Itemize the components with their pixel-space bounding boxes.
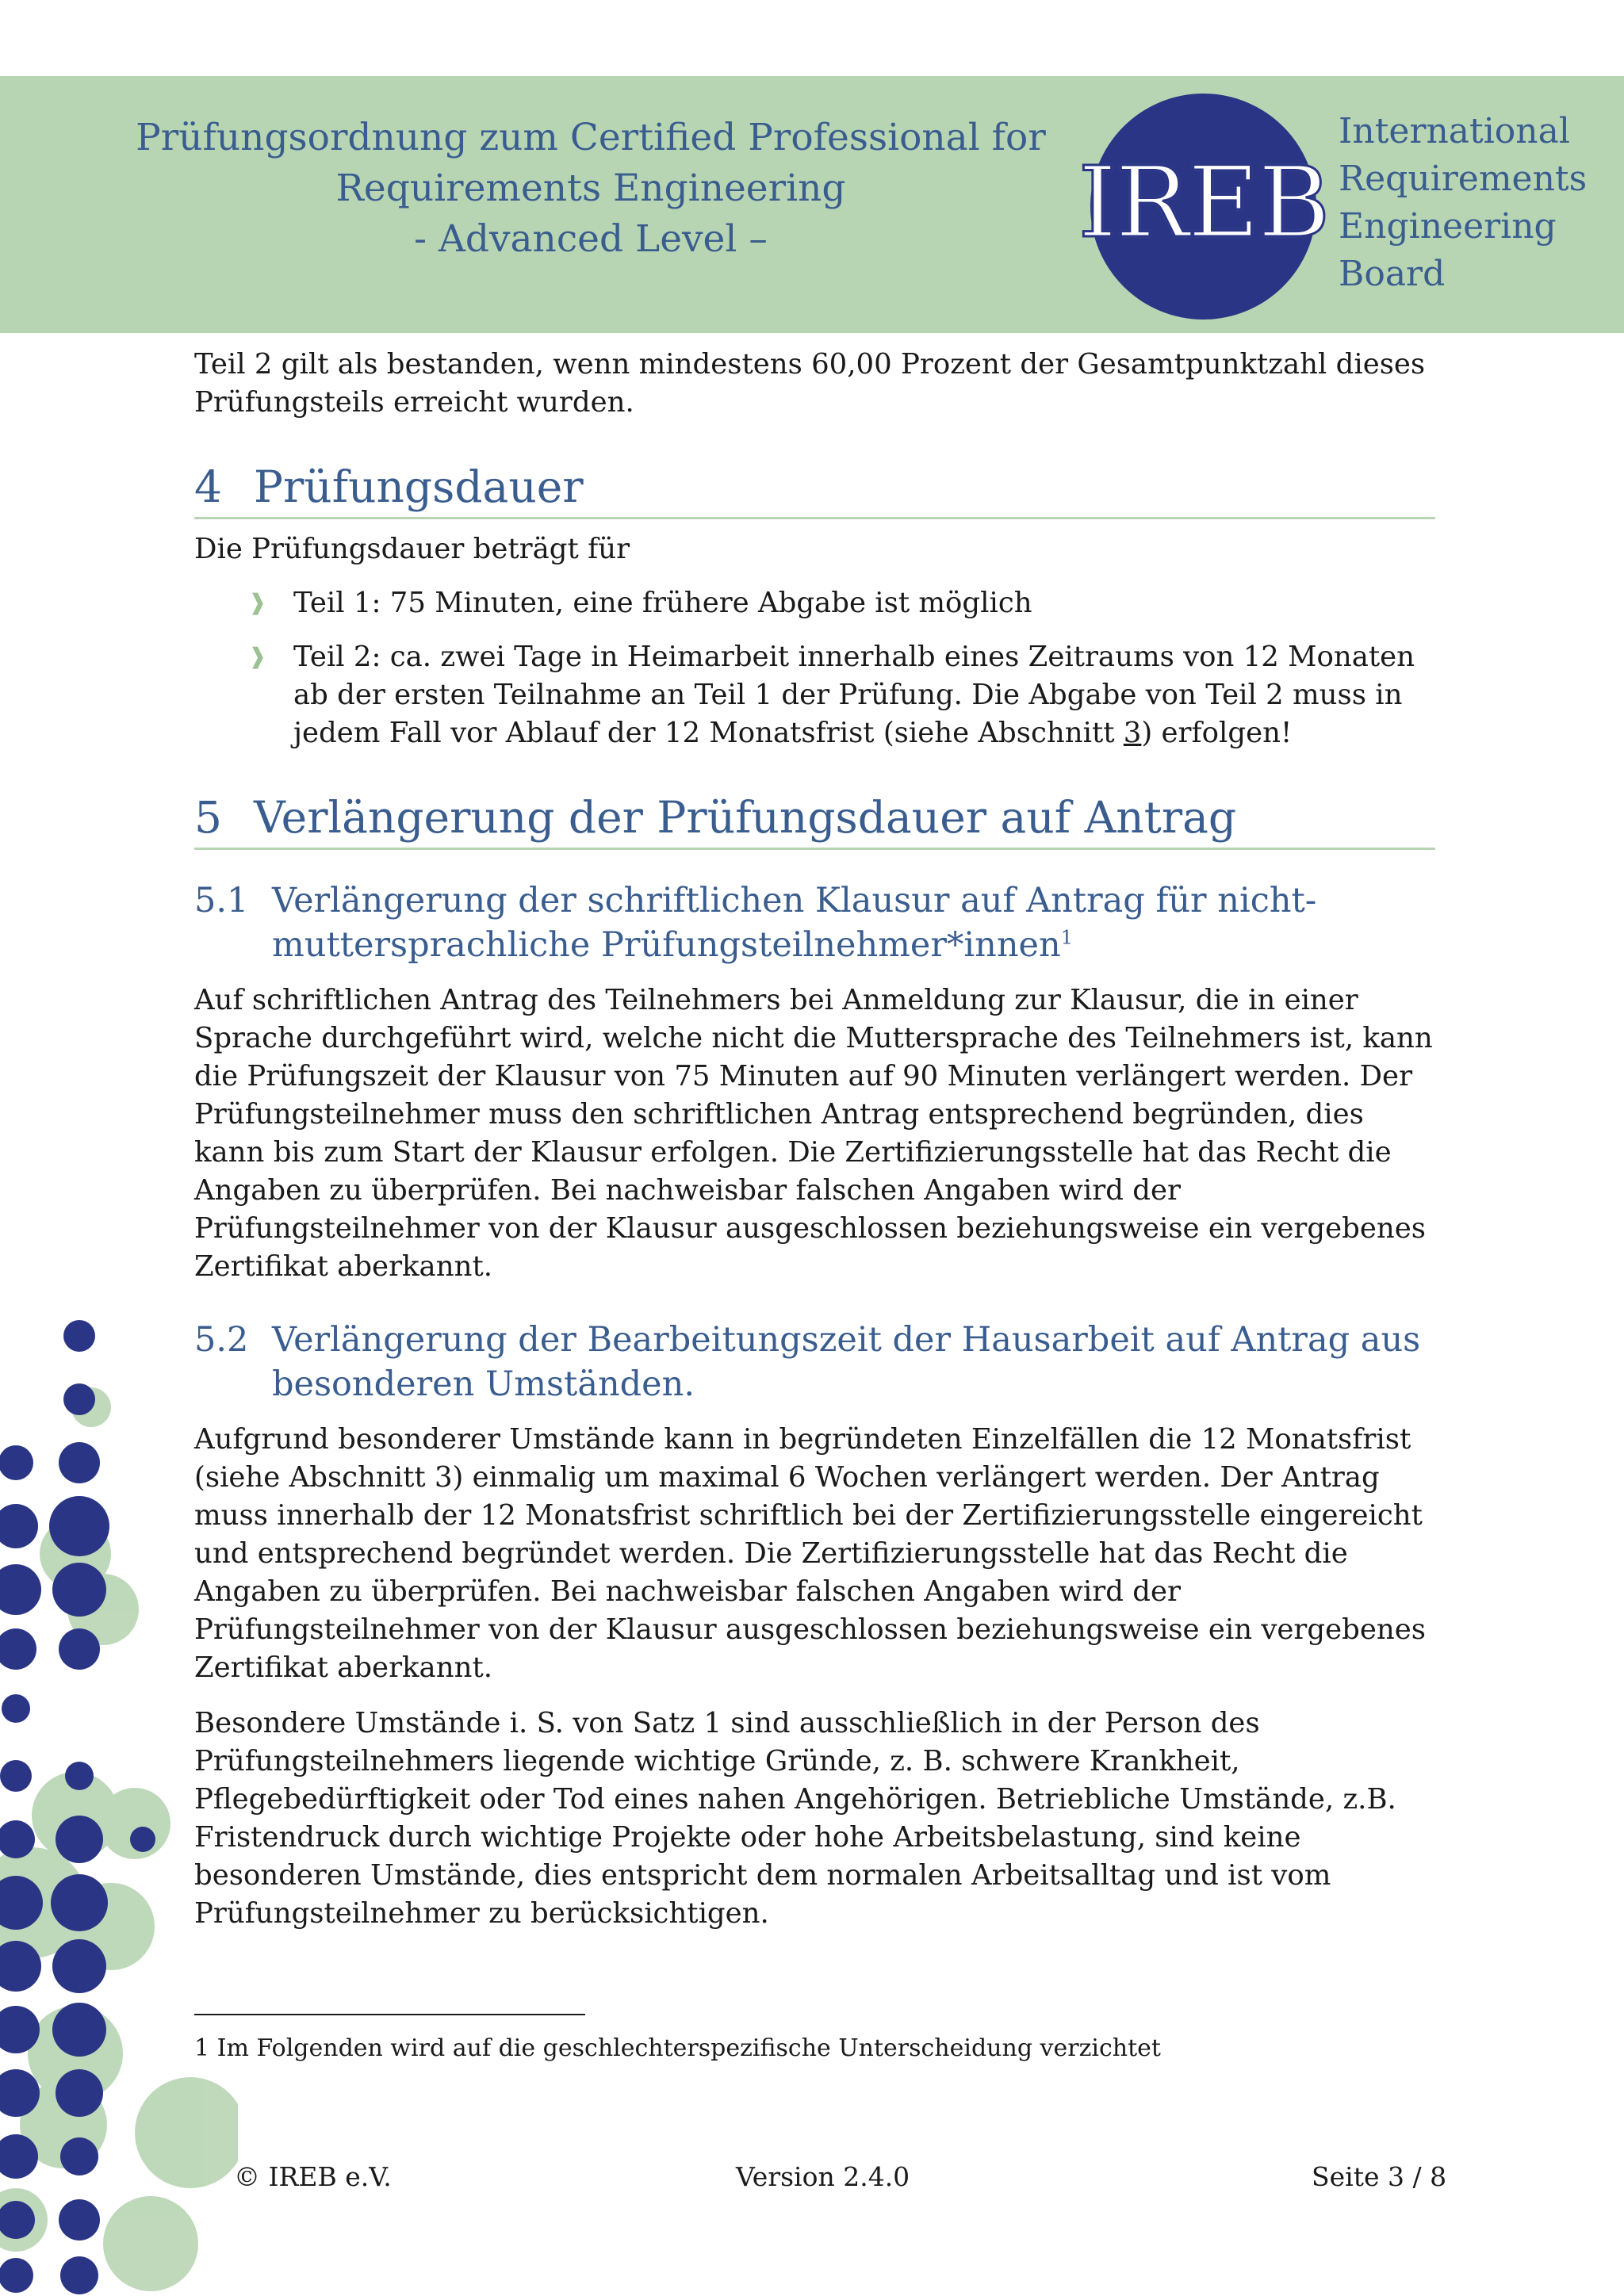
- decorative-dots-pattern: [0, 1269, 238, 2296]
- section-5-heading: [194, 790, 1435, 850]
- list-item-text: ) erfolgen!: [1141, 717, 1293, 749]
- section-5-2-body-1: Aufgrund besonderer Umstände kann in begründeten Einzelfällen die 12 Monatsfrist (siehe Abschnitt 3) einmalig um maximal 6 Wochen verlängert werden. Der Antrag muss innerhalb der 12 Monatsfrist schriftlich bei der Zertifizierungsstelle eingereicht und entsprechend begründet werden. Die Zertifizierungsstelle hat das Recht die Angaben zu überprüfen. Bei nachweisbar falschen Angaben wird der Prüfungsteilnehmer von der Klausur ausgeschlossen beziehungsweise ein vergebenes Zertifikat aberkannt.: [194, 1423, 1426, 1684]
- section-title: Prüfungsdauer: [254, 461, 584, 512]
- duration-list: [194, 584, 1435, 752]
- subsection-title-line: besonderen Umständen.: [272, 1364, 695, 1404]
- chevron-right-icon: ❱: [248, 589, 267, 615]
- section-4-lead: Die Prüfungsdauer beträgt für: [194, 533, 630, 565]
- title-line-2: Requirements Engineering: [335, 166, 846, 210]
- document-title: [103, 113, 1078, 265]
- section-3-link[interactable]: 3: [1123, 717, 1142, 749]
- intro-paragraph: Teil 2 gilt als bestanden, wenn mindestens 60,00 Prozent der Gesamtpunktzahl dieses Prüfungsteils erreicht wurden.: [194, 348, 1426, 419]
- footnote: 1 Im Folgenden wird auf die geschlechterspezifische Unterscheidung verzichtet: [194, 2034, 1161, 2062]
- logo-sub-line: Requirements: [1339, 159, 1588, 199]
- chevron-right-icon: ❱: [248, 643, 267, 669]
- logo-sub-line: International: [1339, 111, 1570, 151]
- section-title: Verlängerung der Prüfungsdauer auf Antrag: [254, 792, 1237, 843]
- subsection-title: [272, 878, 1316, 967]
- section-4-heading: [194, 460, 1435, 519]
- list-item-text: Teil 1: 75 Minuten, eine frühere Abgabe ist möglich: [293, 587, 1032, 619]
- section-number: 5: [194, 792, 222, 843]
- subsection-title-line: Verlängerung der schriftlichen Klausur auf Antrag für nicht-: [272, 881, 1317, 920]
- list-item: [194, 584, 1435, 622]
- footnote-marker[interactable]: 1: [1060, 926, 1073, 949]
- document-body: [194, 346, 1435, 1933]
- footer-copyright: © IREB e.V.: [234, 2161, 392, 2192]
- section-5-2-body-2: Besondere Umstände i. S. von Satz 1 sind ausschließlich in der Person des Prüfungsteilnehmers liegende wichtige Gründe, z. B. schwere Krankheit, Pflegebedürftigkeit oder Tod eines nahen Angehörigen. Betriebliche Umstände, z.B. Fristendruck durch wichtige Projekte oder hohe Arbeitsbelastung, sind keine besonderen Umstände, dies entspricht dem normalen Arbeitsalltag und ist vom Prüfungsteilnehmer zu berücksichtigen.: [194, 1707, 1396, 1930]
- section-5-1-body: Auf schriftlichen Antrag des Teilnehmers bei Anmeldung zur Klausur, die in einer Sprache durchgeführt wird, welche nicht die Muttersprache des Teilnehmers ist, kann die Prüfungszeit der Klausur von 75 Minuten auf 90 Minuten verlängert werden. Der Prüfungsteilnehmer muss den schriftlichen Antrag entsprechend begründen, dies kann bis zum Start der Klausur erfolgen. Die Zertifizierungsstelle hat das Recht die Angaben zu überprüfen. Bei nachweisbar falschen Angaben wird der Prüfungsteilnehmer von der Klausur ausgeschlossen beziehungsweise ein vergebenes Zertifikat aberkannt.: [194, 984, 1433, 1283]
- ireb-logo-text: IREB: [1078, 146, 1329, 260]
- subsection-title-line: Verlängerung der Bearbeitungszeit der Hausarbeit auf Antrag aus: [272, 1320, 1421, 1360]
- list-item-text: Teil 2: ca. zwei Tage in Heimarbeit innerhalb eines Zeitraums von 12 Monaten ab der ersten Teilnahme an Teil 1 der Prüfung. Die Abgabe von Teil 2 muss in jedem Fall vor Ablauf der 12 Monatsfrist (siehe Abschnitt: [293, 641, 1415, 749]
- section-5-2-heading: [194, 1318, 1435, 1406]
- title-line-1: Prüfungsordnung zum Certified Professional for: [136, 116, 1046, 159]
- title-line-3: - Advanced Level –: [414, 217, 768, 261]
- section-number: 4: [194, 461, 222, 512]
- subsection-title: [272, 1318, 1420, 1406]
- subsection-number: 5.1: [194, 881, 249, 920]
- section-5-1-heading: [194, 878, 1435, 967]
- list-item: [194, 638, 1435, 752]
- subsection-number: 5.2: [194, 1320, 249, 1360]
- logo-sub-line: Engineering: [1339, 206, 1557, 247]
- footnote-divider: [194, 2014, 585, 2015]
- logo-sub-line: Board: [1339, 254, 1446, 294]
- page-header: [0, 76, 1624, 333]
- page-top-margin: [0, 0, 1624, 76]
- subsection-title-line: muttersprachliche Prüfungsteilnehmer*innen: [272, 925, 1061, 965]
- footer-page-number: Seite 3 / 8: [1312, 2161, 1447, 2192]
- ireb-logo-subtitle: [1339, 108, 1587, 298]
- footer-version: Version 2.4.0: [736, 2161, 910, 2192]
